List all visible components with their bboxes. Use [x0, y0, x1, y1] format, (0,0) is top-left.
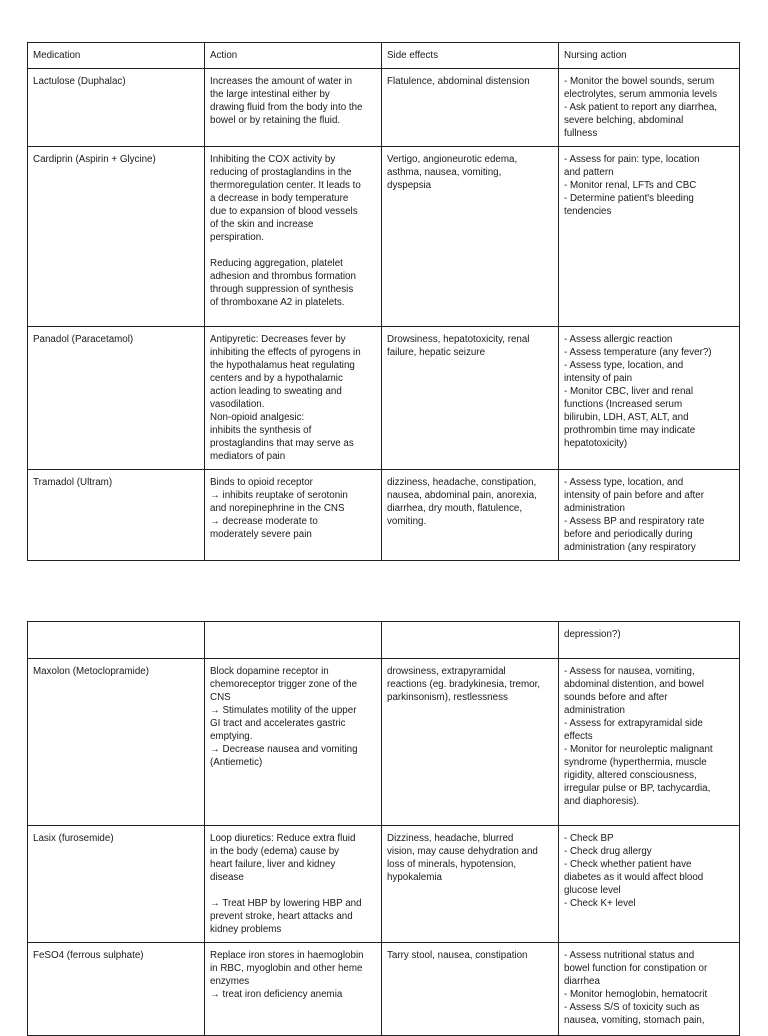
medication-table-part-2 — [27, 621, 740, 1036]
side-effects-cell: Flatulence, abdominal distension — [382, 69, 559, 147]
action-cell: Increases the amount of water in the large intestinal either by drawing fluid from the body into the bowel or by retaining the fluid. — [205, 69, 382, 147]
medication-cell: Panadol (Paracetamol) — [28, 327, 205, 470]
table-row — [28, 659, 740, 826]
action-cell: Inhibiting the COX activity by reducing of prostaglandins in the thermoregulation center. It leads to a decrease in body temperature due to expansion of blood vessels of the skin and increase perspiration. Reducing aggregation, platelet adhesion and thrombus formation through suppression of synthesis of thromboxane A2 in platelets. — [205, 147, 382, 327]
side-effects-cell — [382, 622, 559, 659]
medication-cell: Cardiprin (Aspirin + Glycine) — [28, 147, 205, 327]
nursing-action-cell: depression?) — [559, 622, 740, 659]
header-action: Action — [205, 43, 382, 69]
table-row — [28, 943, 740, 1036]
action-cell: Replace iron stores in haemoglobin in RBC, myoglobin and other heme enzymes → treat iron deficiency anemia — [205, 943, 382, 1036]
header-nursing-action: Nursing action — [559, 43, 740, 69]
side-effects-cell: drowsiness, extrapyramidal reactions (eg. bradykinesia, tremor, parkinsonism), restlessness — [382, 659, 559, 826]
action-cell: Loop diuretics: Reduce extra fluid in the body (edema) cause by heart failure, liver and kidney disease → Treat HBP by lowering HBP and prevent stroke, heart attacks and kidney problems — [205, 826, 382, 943]
nursing-action-cell: - Assess nutritional status and bowel function for constipation or diarrhea - Monitor hemoglobin, hematocrit - Assess S/S of toxicity such as nausea, vomiting, stomach pain, — [559, 943, 740, 1036]
side-effects-cell: Vertigo, angioneurotic edema, asthma, nausea, vomiting, dyspepsia — [382, 147, 559, 327]
side-effects-cell: Drowsiness, hepatotoxicity, renal failure, hepatic seizure — [382, 327, 559, 470]
header-medication: Medication — [28, 43, 205, 69]
table-header-row — [28, 43, 740, 69]
action-cell — [205, 622, 382, 659]
side-effects-cell: Tarry stool, nausea, constipation — [382, 943, 559, 1036]
nursing-action-cell: - Check BP - Check drug allergy - Check whether patient have diabetes as it would affect blood glucose level - Check K+ level — [559, 826, 740, 943]
medication-cell — [28, 622, 205, 659]
medication-cell: Lasix (furosemide) — [28, 826, 205, 943]
nursing-action-cell: - Assess type, location, and intensity of pain before and after administration - Assess BP and respiratory rate before and periodically during administration (any respiratory — [559, 470, 740, 561]
medication-table-part-1 — [27, 42, 740, 561]
table-row — [28, 147, 740, 327]
nursing-action-cell: - Assess for nausea, vomiting, abdominal distention, and bowel sounds before and after administration - Assess for extrapyramidal side effects - Monitor for neuroleptic malignant syndrome (hyperthermia, muscle rigidity, altered consciousness, irregular pulse or BP, tachycardia, and diaphoresis). — [559, 659, 740, 826]
medication-cell: Maxolon (Metoclopramide) — [28, 659, 205, 826]
side-effects-cell: dizziness, headache, constipation, nausea, abdominal pain, anorexia, diarrhea, dry mouth, flatulence, vomiting. — [382, 470, 559, 561]
action-cell: Block dopamine receptor in chemoreceptor trigger zone of the CNS → Stimulates motility of the upper GI tract and accelerates gastric emptying. → Decrease nausea and vomiting (Antiemetic) — [205, 659, 382, 826]
table-row — [28, 327, 740, 470]
nursing-action-cell: - Assess allergic reaction - Assess temperature (any fever?) - Assess type, location, and intensity of pain - Monitor CBC, liver and renal functions (Increased serum bilirubin, LDH, AST, ALT, and prothrombin time may indicate hepatotoxicity) — [559, 327, 740, 470]
medication-cell: FeSO4 (ferrous sulphate) — [28, 943, 205, 1036]
action-cell: Antipyretic: Decreases fever by inhibiting the effects of pyrogens in the hypothalamus heat regulating centers and by a hypothalamic action leading to sweating and vasodilation. Non-opioid analgesic: inhibits the synthesis of prostaglandins that may serve as mediators of pain — [205, 327, 382, 470]
medication-cell: Tramadol (Ultram) — [28, 470, 205, 561]
table-row — [28, 69, 740, 147]
nursing-action-cell: - Monitor the bowel sounds, serum electrolytes, serum ammonia levels - Ask patient to report any diarrhea, severe belching, abdominal fullness — [559, 69, 740, 147]
nursing-action-cell: - Assess for pain: type, location and pattern - Monitor renal, LFTs and CBC - Determine patient's bleeding tendencies — [559, 147, 740, 327]
action-cell: Binds to opioid receptor → inhibits reuptake of serotonin and norepinephrine in the CNS → decrease moderate to moderately severe pain — [205, 470, 382, 561]
medication-cell: Lactulose (Duphalac) — [28, 69, 205, 147]
side-effects-cell: Dizziness, headache, blurred vision, may cause dehydration and loss of minerals, hypotension, hypokalemia — [382, 826, 559, 943]
table-row — [28, 470, 740, 561]
table-row — [28, 826, 740, 943]
header-side-effects: Side effects — [382, 43, 559, 69]
continuation-row — [28, 622, 740, 659]
